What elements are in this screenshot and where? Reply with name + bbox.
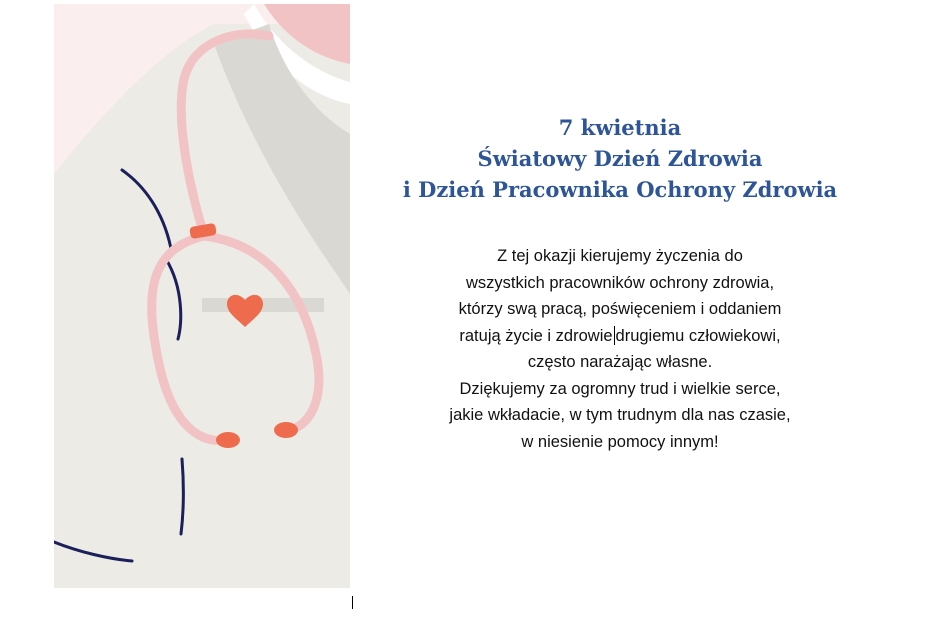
stethoscope-tip-left <box>216 432 240 448</box>
body-line-1: Z tej okazji kierujemy życzenia do <box>497 247 743 265</box>
doctor-coat-stethoscope-illustration <box>54 4 350 588</box>
text-cursor <box>614 326 615 345</box>
greeting-heading <box>360 112 880 205</box>
body-line-3: którzy swą pracą, poświęceniem i oddaniem <box>458 300 782 318</box>
paragraph-cursor <box>352 596 353 609</box>
body-line-2: wszystkich pracowników ochrony zdrowia, <box>465 273 775 292</box>
heading-health-worker-day: i Dzień Pracownika Ochrony Zdrowia <box>402 177 838 202</box>
body-line-4-end: drugiemu człowiekowi, <box>615 326 781 345</box>
body-line-7: jakie wkładacie, w tym trudnym dla nas czasie, <box>449 406 791 424</box>
body-line-6: Dziękujemy za ogromny trud i wielkie serce, <box>459 379 781 398</box>
body-line-5: często narażając własne. <box>527 353 713 371</box>
greeting-body[interactable] <box>360 243 880 455</box>
heading-world-health-day: Światowy Dzień Zdrowia <box>477 146 763 171</box>
body-line-4-start: ratują życie i zdrowie <box>459 326 613 345</box>
body-line-4 <box>360 323 880 350</box>
body-line-8: w niesienie pomocy innym! <box>521 432 719 451</box>
heading-date: 7 kwietnia <box>558 115 682 140</box>
stethoscope-tip-right <box>274 422 298 438</box>
doctor-coat-illustration <box>54 4 350 588</box>
